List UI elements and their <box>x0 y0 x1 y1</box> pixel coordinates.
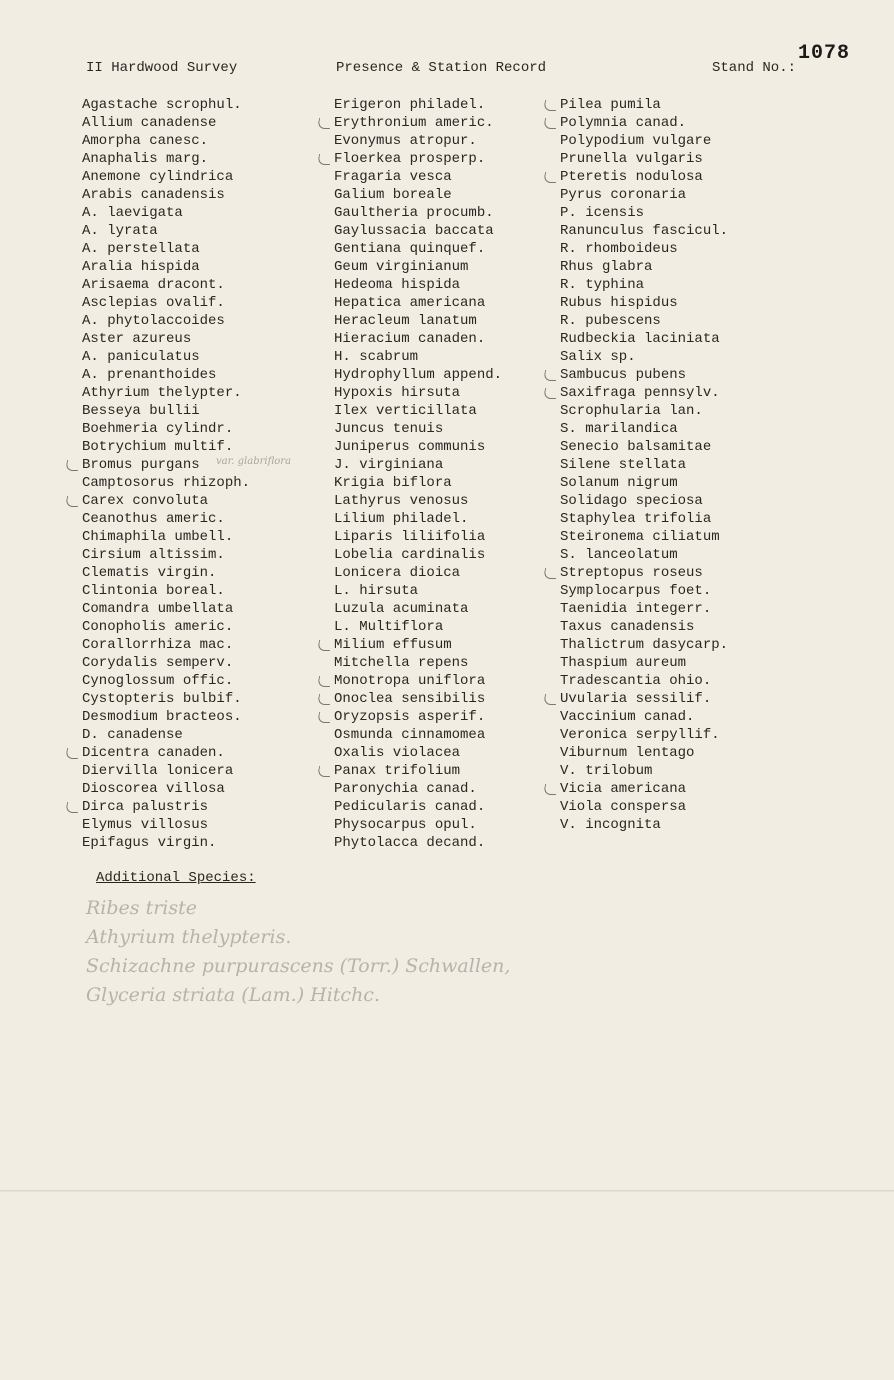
species-row: A. lyrata <box>82 223 158 239</box>
species-row: H. scabrum <box>334 349 419 365</box>
species-row: Pyrus coronaria <box>560 187 687 203</box>
species-row: Erigeron philadel. <box>334 97 486 113</box>
species-row: Besseya bullii <box>82 403 200 419</box>
page-header <box>0 60 894 84</box>
species-column-1 <box>82 96 250 852</box>
species-row: Aster azureus <box>82 331 192 347</box>
species-row: V. trilobum <box>560 763 653 779</box>
species-row: Amorpha canesc. <box>82 133 209 149</box>
species-row: Prunella vulgaris <box>560 151 703 167</box>
species-row: S. marilandica <box>560 421 678 437</box>
species-row: Carex convoluta <box>82 492 250 510</box>
species-row: Osmunda cinnamomea <box>334 727 486 743</box>
species-row: Evonymus atropur. <box>334 133 477 149</box>
species-row: Vicia americana <box>560 780 728 798</box>
species-row: Corallorrhiza mac. <box>82 637 234 653</box>
record-title: Presence & Station Record <box>336 60 547 76</box>
species-row: Dioscorea villosa <box>82 781 225 797</box>
species-row: Corydalis semperv. <box>82 655 234 671</box>
species-row: Dicentra canaden. <box>82 744 250 762</box>
species-row: R. pubescens <box>560 313 661 329</box>
species-row: Liparis liliifolia <box>334 529 486 545</box>
species-row: Boehmeria cylindr. <box>82 421 234 437</box>
species-row: Geum virginianum <box>334 259 469 275</box>
species-row: Thaspium aureum <box>560 655 687 671</box>
species-row: Uvularia sessilif. <box>560 690 728 708</box>
species-row: Physocarpus opul. <box>334 817 477 833</box>
species-row: Hypoxis hirsuta <box>334 385 461 401</box>
species-row: Fragaria vesca <box>334 169 452 185</box>
species-row: Veronica serpyllif. <box>560 727 720 743</box>
species-row: A. prenanthoides <box>82 367 217 383</box>
species-row: A. perstellata <box>82 241 200 257</box>
species-row: Asclepias ovalif. <box>82 295 225 311</box>
species-row: Silene stellata <box>560 457 687 473</box>
additional-species-notes <box>86 894 510 1010</box>
species-row: Cystopteris bulbif. <box>82 691 242 707</box>
bromus-variety-note: var. glabriflora <box>216 456 292 467</box>
species-row: A. laevigata <box>82 205 183 221</box>
species-row: Hepatica americana <box>334 295 486 311</box>
species-row: Salix sp. <box>560 349 636 365</box>
species-row: Juniperus communis <box>334 439 486 455</box>
species-row: Lonicera dioica <box>334 565 461 581</box>
species-row: Cirsium altissim. <box>82 547 225 563</box>
species-row: L. Multiflora <box>334 619 444 635</box>
species-row: Cynoglossum offic. <box>82 673 234 689</box>
survey-title: II Hardwood Survey <box>86 60 238 76</box>
species-row: A. paniculatus <box>82 349 200 365</box>
additional-species-title: Additional Species: <box>96 870 256 886</box>
species-row: Comandra umbellata <box>82 601 234 617</box>
species-row: Ceanothus americ. <box>82 511 225 527</box>
species-row: Agastache scrophul. <box>82 97 242 113</box>
stand-label: Stand No.: <box>712 60 797 76</box>
paper-fold <box>0 1190 894 1192</box>
handwritten-note: Athyrium thelypteris. <box>86 926 292 948</box>
species-row: Diervilla lonicera <box>82 763 234 779</box>
species-row: Paronychia canad. <box>334 781 477 797</box>
species-row: P. icensis <box>560 205 645 221</box>
species-row: Pilea pumila <box>560 96 728 114</box>
species-row: Botrychium multif. <box>82 439 234 455</box>
species-row: Anemone cylindrica <box>82 169 234 185</box>
species-row: Symplocarpus foet. <box>560 583 712 599</box>
species-row: Thalictrum dasycarp. <box>560 637 729 653</box>
species-row: Gaylussacia baccata <box>334 223 494 239</box>
species-row: L. hirsuta <box>334 583 419 599</box>
species-row: Ilex verticillata <box>334 403 477 419</box>
species-row: Viola conspersa <box>560 799 687 815</box>
species-row: D. canadense <box>82 727 183 743</box>
handwritten-note: Schizachne purpurascens (Torr.) Schwallen, <box>86 955 511 977</box>
species-row: Chimaphila umbell. <box>82 529 234 545</box>
handwritten-note: Glyceria striata (Lam.) Hitchc. <box>86 984 380 1006</box>
species-row: Clintonia boreal. <box>82 583 225 599</box>
species-row: Senecio balsamitae <box>560 439 712 455</box>
species-row: Solanum nigrum <box>560 475 678 491</box>
species-row: Epifagus virgin. <box>82 835 217 851</box>
species-row: Panax trifolium <box>334 762 502 780</box>
species-row: J. virginiana <box>334 457 444 473</box>
species-row: Clematis virgin. <box>82 565 217 581</box>
species-row: Lilium philadel. <box>334 511 469 527</box>
species-row: Juncus tenuis <box>334 421 444 437</box>
species-row: V. incognita <box>560 817 661 833</box>
species-row: Ranunculus fascicul. <box>560 223 729 239</box>
species-row: Saxifraga pennsylv. <box>560 384 728 402</box>
species-row: Sambucus pubens <box>560 366 728 384</box>
handwritten-note: Ribes triste <box>86 897 198 919</box>
species-row: Elymus villosus <box>82 817 209 833</box>
species-row: Onoclea sensibilis <box>334 690 502 708</box>
species-row: Hedeoma hispida <box>334 277 461 293</box>
species-row: Erythronium americ. <box>334 114 502 132</box>
species-row: Polypodium vulgare <box>560 133 712 149</box>
species-row: Lathyrus venosus <box>334 493 469 509</box>
species-row: Rudbeckia laciniata <box>560 331 720 347</box>
species-row: Taenidia integerr. <box>560 601 712 617</box>
species-row: Vaccinium canad. <box>560 709 695 725</box>
species-row: Krigia biflora <box>334 475 452 491</box>
species-row: Heracleum lanatum <box>334 313 477 329</box>
species-row: Monotropa uniflora <box>334 672 502 690</box>
species-row: R. typhina <box>560 277 645 293</box>
species-row: Galium boreale <box>334 187 452 203</box>
species-row: R. rhomboideus <box>560 241 678 257</box>
species-row: Staphylea trifolia <box>560 511 712 527</box>
species-row: Oryzopsis asperif. <box>334 708 502 726</box>
species-row: Anaphalis marg. <box>82 151 209 167</box>
species-row: Gentiana quinquef. <box>334 241 486 257</box>
species-row: Tradescantia ohio. <box>560 673 712 689</box>
species-row: Camptosorus rhizoph. <box>82 475 251 491</box>
species-row: Pedicularis canad. <box>334 799 486 815</box>
species-row: Lobelia cardinalis <box>334 547 486 563</box>
species-row: Rhus glabra <box>560 259 653 275</box>
species-row: Pteretis nodulosa <box>560 168 728 186</box>
species-row: Oxalis violacea <box>334 745 461 761</box>
species-row: Luzula acuminata <box>334 601 469 617</box>
species-row: Streptopus roseus <box>560 564 728 582</box>
species-column-2 <box>334 96 502 852</box>
species-row: Conopholis americ. <box>82 619 234 635</box>
species-row: Dirca palustris <box>82 798 250 816</box>
species-row: Solidago speciosa <box>560 493 703 509</box>
species-row: Floerkea prosperp. <box>334 150 502 168</box>
species-row: Phytolacca decand. <box>334 835 486 851</box>
species-row: Bromus purgans <box>82 456 250 474</box>
species-row: Hieracium canaden. <box>334 331 486 347</box>
species-row: Gaultheria procumb. <box>334 205 494 221</box>
species-row: Athyrium thelypter. <box>82 385 242 401</box>
species-row: Taxus canadensis <box>560 619 695 635</box>
species-row: S. lanceolatum <box>560 547 678 563</box>
species-row: Rubus hispidus <box>560 295 678 311</box>
species-row: Milium effusum <box>334 636 502 654</box>
species-row: Mitchella repens <box>334 655 469 671</box>
species-row: Polymnia canad. <box>560 114 728 132</box>
species-row: Scrophularia lan. <box>560 403 703 419</box>
species-row: Steironema ciliatum <box>560 529 720 545</box>
species-row: Hydrophyllum append. <box>334 367 503 383</box>
species-row: Allium canadense <box>82 115 217 131</box>
species-row: Viburnum lentago <box>560 745 695 761</box>
species-row: A. phytolaccoides <box>82 313 225 329</box>
species-column-3 <box>560 96 728 834</box>
species-row: Arisaema dracont. <box>82 277 225 293</box>
stand-number: 1078 <box>798 42 851 65</box>
species-row: Desmodium bracteos. <box>82 709 242 725</box>
species-row: Arabis canadensis <box>82 187 225 203</box>
species-row: Aralia hispida <box>82 259 200 275</box>
